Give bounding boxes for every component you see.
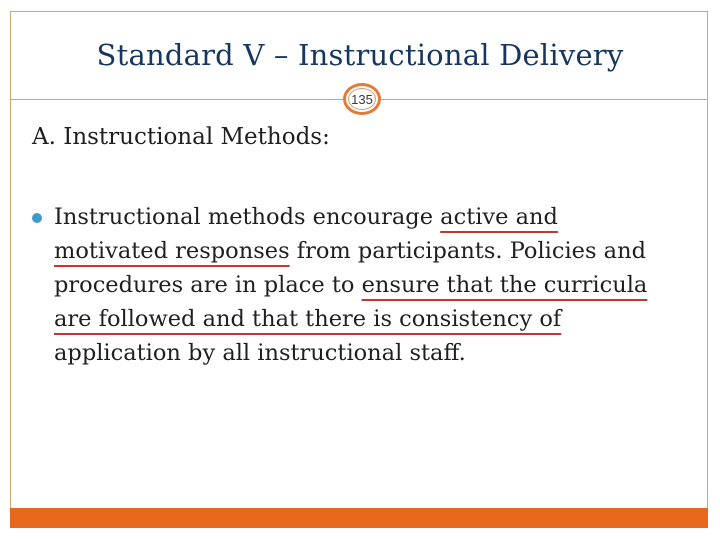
underlined-phrase: motivated responses: [54, 238, 290, 264]
underlined-phrase: are followed and that there is consistency of: [54, 306, 562, 332]
bullet-line-text: procedures are in place to: [54, 272, 362, 298]
bullet-line-text: application by all instructional staff.: [54, 340, 466, 366]
bullet-text: [54, 200, 684, 370]
page-number: 135: [351, 91, 373, 107]
bullet-line: [54, 336, 684, 370]
bullet-line-text: Instructional methods encourage: [54, 204, 441, 230]
bullet-line: [54, 234, 684, 268]
page-number-badge: [343, 83, 381, 115]
bullet-line: [54, 268, 684, 302]
bullet-dot-icon: [32, 213, 42, 223]
footer-accent-bar: [10, 508, 708, 528]
bullet-line: [54, 302, 684, 336]
slide-title: Standard V – Instructional Delivery: [96, 38, 624, 72]
bullet-line-text: from participants. Policies and: [289, 238, 646, 264]
section-heading: A. Instructional Methods:: [32, 124, 330, 150]
bullet-line: [54, 200, 684, 234]
underlined-phrase: ensure that the curricula: [361, 272, 648, 298]
underlined-phrase: active and: [440, 204, 558, 230]
